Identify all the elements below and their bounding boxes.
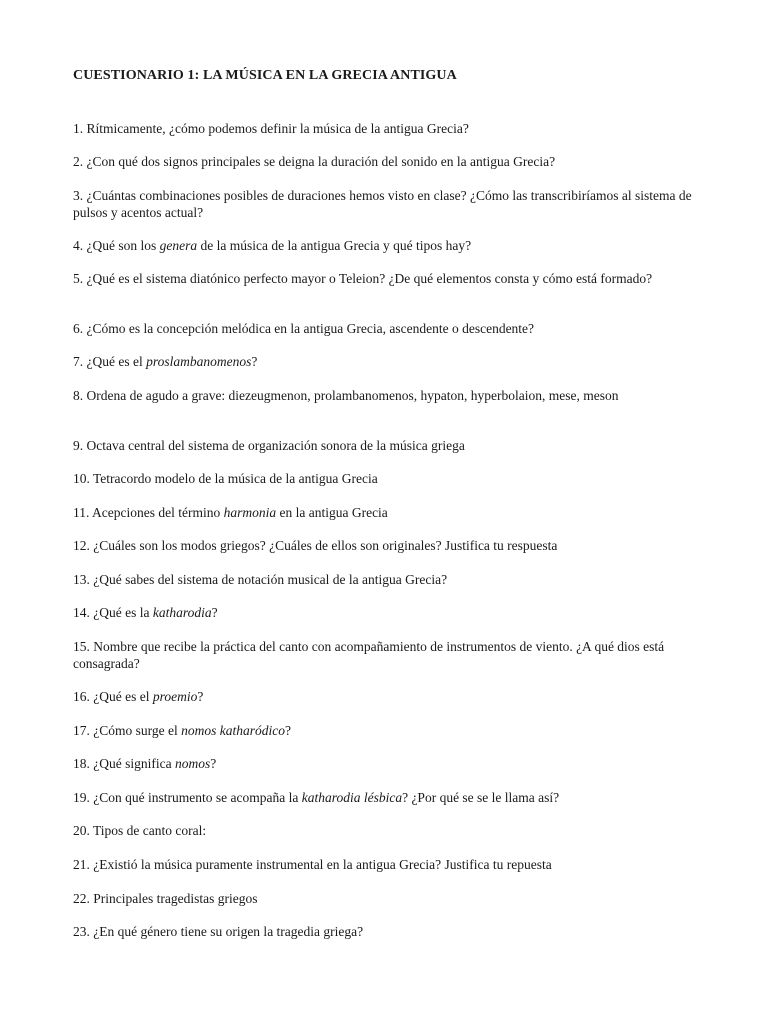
question-text: ? [285,723,291,738]
question-item [73,722,698,739]
italic-term: nomos katharódico [181,723,285,738]
italic-term: proemio [152,689,198,704]
question-text: 10. Tetracordo modelo de la música de la antigua Grecia [73,471,378,486]
question-item [73,856,698,873]
question-item [73,470,698,487]
question-text: 22. Principales tragedistas griegos [73,891,258,906]
question-text: 9. Octava central del sistema de organización sonora de la música griega [73,438,465,453]
question-item [73,755,698,772]
question-item [73,604,698,621]
question-text: en la antigua Grecia [276,505,388,520]
question-item [73,890,698,907]
question-item [73,638,698,672]
question-text: 5. ¿Qué es el sistema diatónico perfecto mayor o Teleion? ¿De qué elementos consta y cómo está formado? [73,271,653,286]
question-text: 7. ¿Qué es el [73,354,147,369]
italic-term: katharodia lésbica [301,790,403,805]
question-text: ? [197,689,204,704]
question-item [73,571,698,588]
question-text: ? [251,354,258,369]
question-text: 8. Ordena de agudo a grave: diezeugmenon, prolambanomenos, hypaton, hyperbolaion, mese, meson [73,388,619,403]
question-text: 19. ¿Con qué instrumento se acompaña la [73,790,302,805]
question-text: 1. Rítmicamente, ¿cómo podemos definir la música de la antigua Grecia? [73,121,469,136]
question-text: 14. ¿Qué es la [73,605,153,620]
question-text: 3. ¿Cuántas combinaciones posibles de duraciones hemos visto en clase? ¿Cómo las transcribiríamos al sistema de pulsos y acentos actual? [73,188,692,220]
question-text: 15. Nombre que recibe la práctica del canto con acompañamiento de instrumentos de viento. ¿A qué dios está consagrada? [73,639,665,671]
italic-term: genera [159,238,198,253]
question-item [73,353,698,370]
italic-term: katharodia [152,605,212,620]
question-text: 17. ¿Cómo surge el [73,723,182,738]
question-text: 13. ¿Qué sabes del sistema de notación musical de la antigua Grecia? [73,572,448,587]
question-item [73,320,698,337]
question-item [73,387,698,404]
question-text: 18. ¿Qué significa [73,756,175,771]
question-item [73,537,698,554]
question-item [73,789,698,806]
italic-term: proslambanomenos [146,354,252,369]
question-item [73,187,698,221]
question-text: 21. ¿Existió la música puramente instrumental en la antigua Grecia? Justifica tu repuesta [73,857,552,872]
question-text: 11. Acepciones del término [73,505,224,520]
question-item [73,923,698,940]
question-text: 12. ¿Cuáles son los modos griegos? ¿Cuáles de ellos son originales? Justifica tu respuesta [73,538,558,553]
question-text: ? ¿Por qué se se le llama así? [402,790,560,805]
question-item [73,437,698,454]
question-item [73,237,698,254]
question-text: 16. ¿Qué es el [73,689,153,704]
question-text: de la música de la antigua Grecia y qué tipos hay? [197,238,472,253]
question-item [73,153,698,170]
question-text: 4. ¿Qué son los [73,238,160,253]
page-title: CUESTIONARIO 1: LA MÚSICA EN LA GRECIA ANTIGUA [73,68,457,83]
question-item [73,688,698,705]
question-text: 20. Tipos de canto coral: [73,823,207,838]
question-text: ? [211,605,218,620]
question-item [73,504,698,521]
italic-term: nomos [174,756,211,771]
question-item [73,270,698,287]
question-item [73,120,698,137]
question-text: 6. ¿Cómo es la concepción melódica en la antigua Grecia, ascendente o descendente? [73,321,535,336]
question-text: ? [210,756,217,771]
question-text: 23. ¿En qué género tiene su origen la tragedia griega? [73,924,364,939]
question-text: 2. ¿Con qué dos signos principales se deigna la duración del sonido en la antigua Grecia? [73,154,556,169]
italic-term: harmonia [223,505,277,520]
question-item [73,822,698,839]
